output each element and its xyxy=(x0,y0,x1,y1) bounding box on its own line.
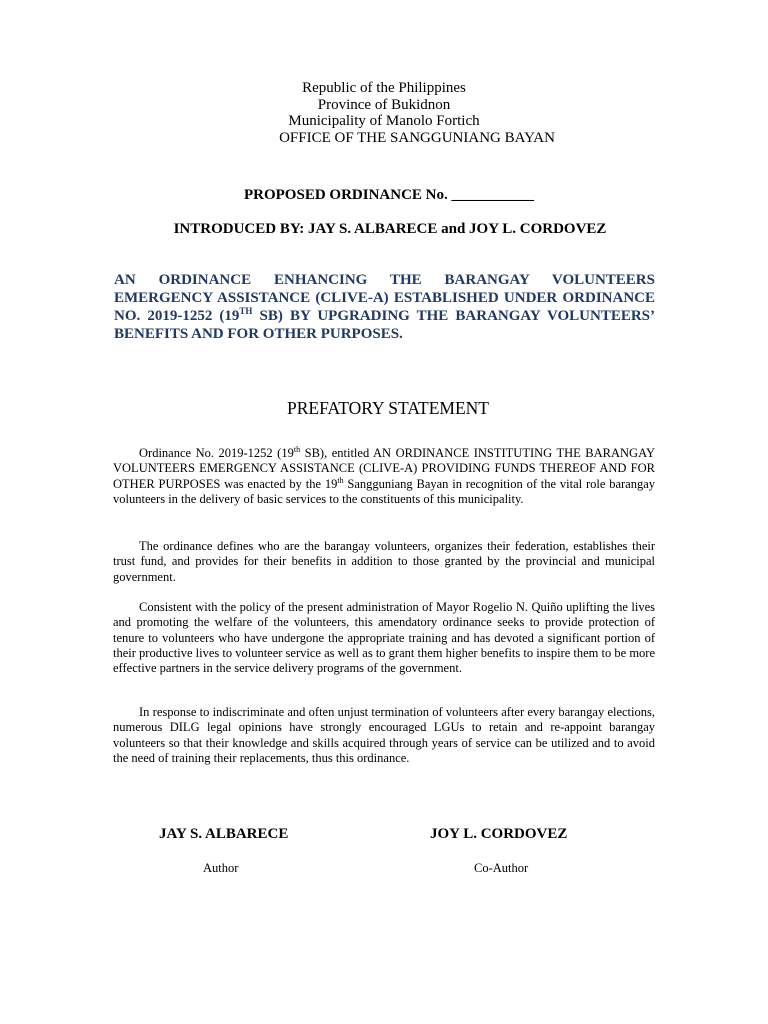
paragraph-1 xyxy=(113,446,655,507)
letterhead-office: OFFICE OF THE SANGGUNIANG BAYAN xyxy=(279,129,555,146)
paragraph-4: In response to indiscriminate and often unjust termination of volunteers after every barangay elections, numerous DILG legal opinions have strongly encouraged LGUs to retain and re-appoint barangay volunteers so that their knowledge and skills acquired through years of service can be utilized and to avoid the need of training their replacements, thus this ordinance. xyxy=(113,705,655,765)
letterhead-province: Province of Bukidnon xyxy=(317,96,451,113)
ordinance-title xyxy=(114,271,655,343)
letterhead xyxy=(0,80,768,146)
coauthor-name: JOY L. CORDOVEZ xyxy=(430,826,568,842)
paragraph-1-sup-b: th xyxy=(337,475,344,485)
paragraph-1-sup-a: th xyxy=(293,444,301,454)
ordinance-title-part1: AN ORDINANCE ENHANCING THE BARANGAY VOLUNTEERS EMERGENCY ASSISTANCE (CLIVE-A) ESTABLISHED UNDER ORDINANCE NO. 2019-1252 (19 xyxy=(114,272,655,324)
ordinance-title-superscript: TH xyxy=(239,306,253,316)
author-role: Author xyxy=(203,861,239,875)
paragraph-2: The ordinance defines who are the barangay volunteers, organizes their federation, establishes their trust fund, and provides for their benefits in addition to those granted by the provincial and municipal government. xyxy=(113,539,655,584)
paragraph-1-part-b: SB), entitled AN ORDINANCE INSTITUTING THE BARANGAY VOLUNTEERS EMERGENCY ASSISTANCE (CLIVE-A) PROVIDING FUNDS THEREOF AND FOR OTHER PURPOSES was enacted by the 19 xyxy=(113,446,655,491)
paragraph-3: Consistent with the policy of the present administration of Mayor Rogelio N. Quiño uplifting the lives and promoting the welfare of the volunteers, this amendatory ordinance seeks to provide protection of tenure to volunteers who have undergone the appropriate training and has devoted a significant portion of their productive lives to volunteer service as well as to grant them higher benefits to inspire them to be more effective partners in the service delivery programs of the government. xyxy=(113,600,655,676)
author-name: JAY S. ALBARECE xyxy=(159,826,289,842)
paragraph-1-part-a: Ordinance No. 2019-1252 (19 xyxy=(139,446,294,460)
letterhead-republic: Republic of the Philippines xyxy=(302,80,466,96)
proposed-ordinance-number: PROPOSED ORDINANCE No. ___________ xyxy=(243,187,534,203)
ordinance-title-part2: SB) BY UPGRADING THE BARANGAY VOLUNTEERS’ BENEFITS AND FOR OTHER PURPOSES. xyxy=(114,308,655,342)
prefatory-heading: PREFATORY STATEMENT xyxy=(287,398,489,418)
coauthor-role: Co-Author xyxy=(474,861,529,875)
introduced-by: INTRODUCED BY: JAY S. ALBARECE and JOY L. CORDOVEZ xyxy=(173,221,607,237)
paragraph-1-part-c: Sangguniang Bayan in recognition of the vital role barangay volunteers in the delivery of basic services to the constituents of this municipality. xyxy=(113,476,656,506)
letterhead-municipality: Municipality of Manolo Fortich xyxy=(288,113,480,129)
